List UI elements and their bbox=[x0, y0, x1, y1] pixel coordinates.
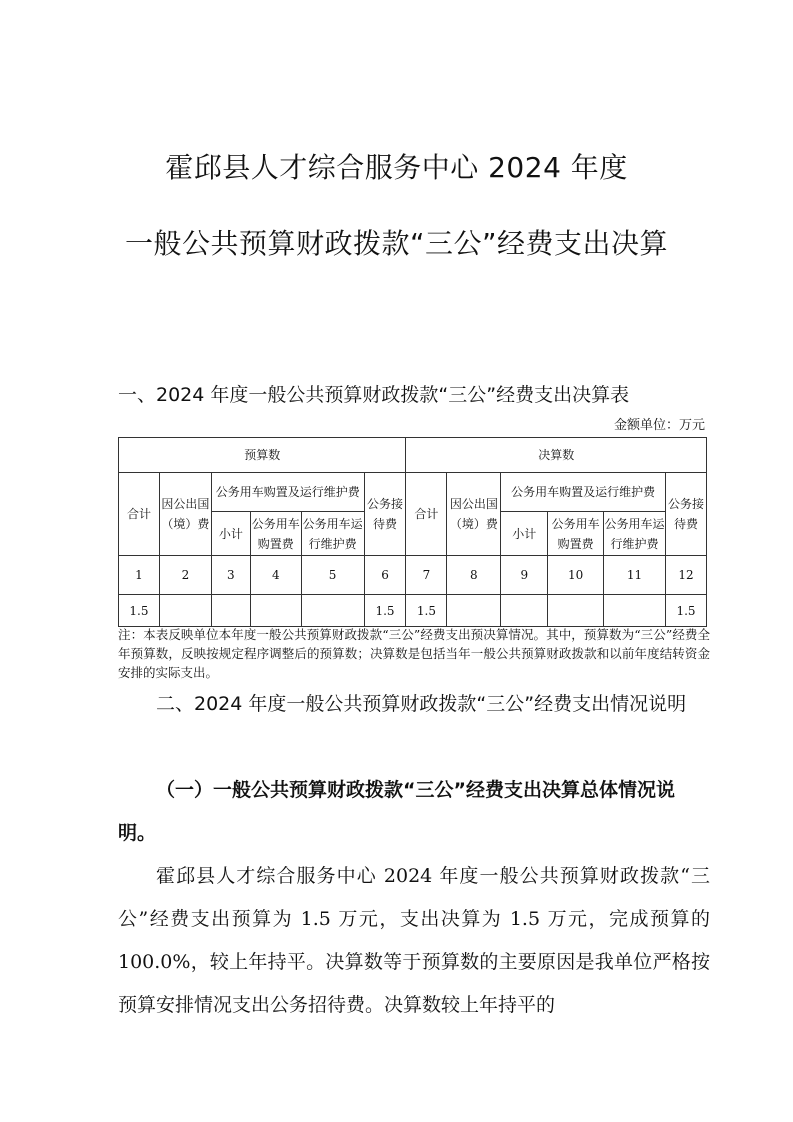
subsection1-heading: （一）一般公共预算财政拨款“三公”经费支出决算总体情况说明。 bbox=[118, 779, 675, 844]
header-final: 决算数 bbox=[406, 438, 707, 473]
section1-heading: 一、2024 年度一般公共预算财政拨款“三公”经费支出决算表 bbox=[118, 384, 630, 406]
header-subtotal: 小计 bbox=[501, 512, 548, 556]
col-number: 7 bbox=[406, 556, 447, 595]
value-cell: 1.5 bbox=[364, 595, 406, 627]
col-number: 12 bbox=[665, 556, 706, 595]
col-number: 2 bbox=[159, 556, 211, 595]
header-total: 合计 bbox=[406, 473, 447, 556]
col-number: 10 bbox=[548, 556, 604, 595]
paragraph-1: 霍邱县人才综合服务中心 2024 年度一般公共预算财政拨款“三公”经费支出预算为 1.5 万元，支出决算为 1.5 万元，完成预算的 100.0%，较上年持平。决算数等于预算数的主要原因是我单位严格按预算安排情况支出公务招待费。决算数较上年持平的 bbox=[118, 865, 710, 1016]
document-title-line1: 霍邱县人才综合服务中心 2024 年度 bbox=[165, 151, 628, 184]
column-number-row bbox=[119, 556, 707, 595]
col-number: 6 bbox=[364, 556, 406, 595]
table-note: 注：本表反映单位本年度一般公共预算财政拨款“三公”经费支出预决算情况。其中，预算数为“三公”经费全年预算数，反映按规定程序调整后的预算数；决算数是包括当年一般公共预算财政拨款和以前年度结转资金安排的实际支出。 bbox=[118, 627, 710, 680]
col-number: 5 bbox=[301, 556, 364, 595]
header-car-buy: 公务用车购置费 bbox=[250, 512, 301, 556]
section2-heading: 二、2024 年度一般公共预算财政拨款“三公”经费支出情况说明 bbox=[156, 693, 687, 715]
value-cell bbox=[301, 595, 364, 627]
three-public-expenses-table bbox=[118, 437, 707, 627]
col-number: 1 bbox=[119, 556, 160, 595]
col-number: 8 bbox=[447, 556, 501, 595]
col-number: 3 bbox=[211, 556, 250, 595]
header-abroad: 因公出国（境）费 bbox=[447, 473, 501, 556]
unit-label: 金额单位：万元 bbox=[613, 418, 705, 433]
value-cell: 1.5 bbox=[406, 595, 447, 627]
header-total: 合计 bbox=[119, 473, 160, 556]
value-cell bbox=[548, 595, 604, 627]
value-cell bbox=[211, 595, 250, 627]
header-reception: 公务接待费 bbox=[364, 473, 406, 556]
value-cell bbox=[250, 595, 301, 627]
value-cell bbox=[447, 595, 501, 627]
value-cell: 1.5 bbox=[665, 595, 706, 627]
value-cell bbox=[159, 595, 211, 627]
col-number: 9 bbox=[501, 556, 548, 595]
value-cell bbox=[604, 595, 666, 627]
header-budget: 预算数 bbox=[119, 438, 406, 473]
header-car: 公务用车购置及运行维护费 bbox=[211, 473, 364, 512]
value-row bbox=[119, 595, 707, 627]
value-cell bbox=[501, 595, 548, 627]
document-title-line2: 一般公共预算财政拨款“三公”经费支出决算 bbox=[124, 227, 668, 260]
value-cell: 1.5 bbox=[119, 595, 160, 627]
header-abroad: 因公出国（境）费 bbox=[159, 473, 211, 556]
header-car: 公务用车购置及运行维护费 bbox=[501, 473, 666, 512]
col-number: 11 bbox=[604, 556, 666, 595]
col-number: 4 bbox=[250, 556, 301, 595]
header-reception: 公务接待费 bbox=[665, 473, 706, 556]
header-car-run: 公务用车运行维护费 bbox=[301, 512, 364, 556]
header-subtotal: 小计 bbox=[211, 512, 250, 556]
header-car-run: 公务用车运行维护费 bbox=[604, 512, 666, 556]
header-car-buy: 公务用车购置费 bbox=[548, 512, 604, 556]
